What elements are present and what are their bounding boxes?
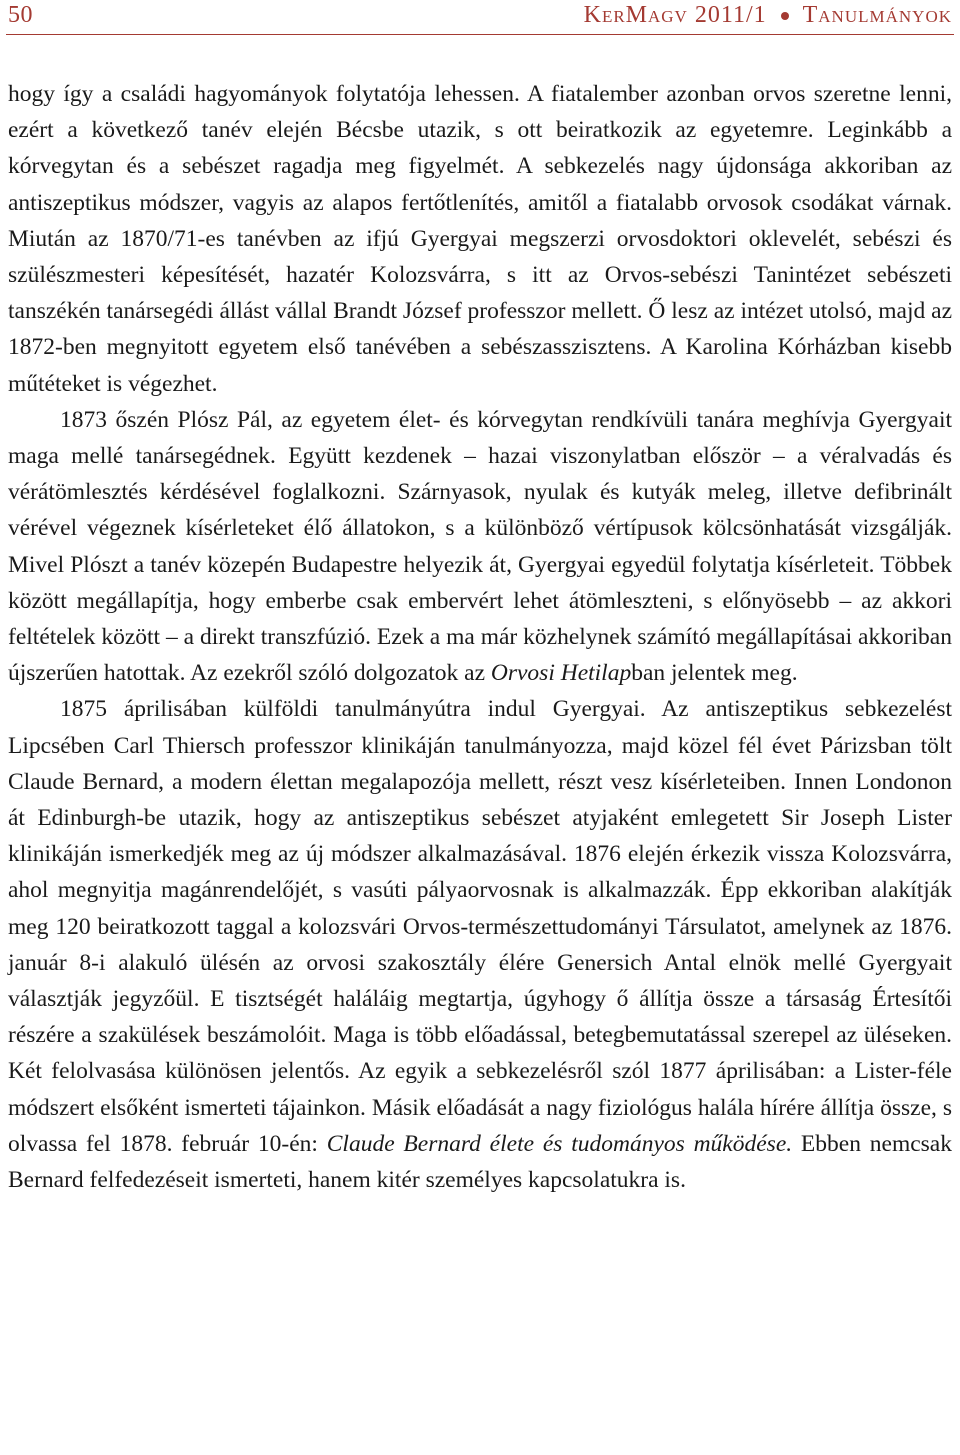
journal-title-italic: Orvosi Hetilap xyxy=(490,660,632,687)
paragraph-3-tail: Ebben nemcsak Bernard felfedezéseit ismerteti, hanem kitér személyes kapcsolatukra is. xyxy=(8,1130,952,1194)
paragraph-2-tail: ban jelentek meg. xyxy=(631,660,798,687)
journal-issue: KerMagv 2011/1 xyxy=(583,2,767,28)
article-body xyxy=(8,76,952,1198)
running-head xyxy=(8,0,952,30)
header-rule xyxy=(6,34,954,35)
section-name: Tanulmányok xyxy=(802,2,952,28)
bullet-separator-icon xyxy=(781,12,789,20)
lecture-title-italic: Claude Bernard élete és tudományos működése. xyxy=(326,1130,793,1157)
paragraph-2-text: 1873 őszén Plósz Pál, az egyetem élet- és kórvegytan rendkívüli tanára meghívja Gyergyait maga mellé tanársegédnek. Együtt kezdenek – hazai viszonylatban először – a véralvadás és vérátömlesztés kérdésével foglalkozni. Szárnyasok, nyulak és kutyák meleg, illetve defibrinált vérével végeznek kísérleteket élő állatokon, s a különböző vértípusok kölcsönhatását vizsgálják. Mivel Plószt a tanév közepén Budapestre helyezik át, Gyergyai egyedül folytatja kísérleteit. Többek között megállapítja, hogy emberbe csak embervért lehet átömleszteni, s előnyösebb – az akkori feltételek között – a direkt transzfúzió. Ezek a ma már közhelynek számító megállapításai akkoriban újszerűen hatottak. Az ezekről szóló dolgozatok az xyxy=(8,406,952,687)
paragraph-3-text: 1875 áprilisában külföldi tanulmányútra indul Gyergyai. Az antiszeptikus sebkezelést Lipcsében Carl Thiersch professzor klinikáján tanulmányozza, majd közel fél évet Párizsban tölt Claude Bernard, a modern élettan megalapozója mellett, részt vesz kísérleteiben. Innen Londonon át Edinburgh-be utazik, hogy az antiszeptikus sebészet atyjaként emlegetett Sir Joseph Lister klinikáján ismerkedjék meg az új módszer alkalmazásával. 1876 elején érkezik vissza Kolozsvárra, ahol megnyitja magánrendelőjét, s vasúti pályaorvosnak is alkalmazzák. Épp ekkoriban alakítják meg 120 beiratkozott taggal a kolozsvári Orvos-természettudományi Társulatot, amelynek az 1876. január 8-i alakuló ülésén az orvosi szakosztály élére Genersich Antal elnök mellé Gyergyait választják jegyzőül. E tisztségét haláláig megtartja, úgyhogy ő állítja össze a társaság Értesítői részére a szakülések beszámolóit. Maga is több előadással, betegbemutatással szerepel az üléseken. Két felolvasása különösen jelentős. Az egyik a sebkezelésről szól 1877 áprilisában: a Lister-féle módszert elsőként ismerteti tájainkon. Másik előadását a nagy fiziológus halála hírére állítja össze, s olvassa fel 1878. február 10-én: xyxy=(8,696,952,1157)
paragraph-1: hogy így a családi hagyományok folytatója lehessen. A fiatalember azonban orvos szeretne lenni, ezért a következő tanév elején Bécsbe utazik, s ott beiratkozik az egyetemre. Leginkább a kórvegytan és a sebészet ragadja meg figyelmét. A sebkezelés nagy újdonsága akkoriban az antiszeptikus módszer, vagyis az alapos fertőtlenítés, amitől a fiatalabb orvosok csodákat várnak. Miután az 1870/71-es tanévben az ifjú Gyergyai megszerzi orvosdoktori oklevelét, sebészi és szülészmesteri képesítését, hazatér Kolozsvárra, s itt az Orvos-sebészi Tanintézet sebészeti tanszékén tanársegédi állást vállal Brandt József professzor mellett. Ő lesz az intézet utolsó, majd az 1872-ben megnyitott egyetem első tanévében a sebészasszisztens. A Karolina Kórházban kisebb műtéteket is végezhet. xyxy=(8,81,952,397)
paragraph-2 xyxy=(8,402,952,692)
page-number: 50 xyxy=(8,2,33,28)
journal-citation xyxy=(584,0,952,30)
paragraph-3 xyxy=(8,691,952,1198)
